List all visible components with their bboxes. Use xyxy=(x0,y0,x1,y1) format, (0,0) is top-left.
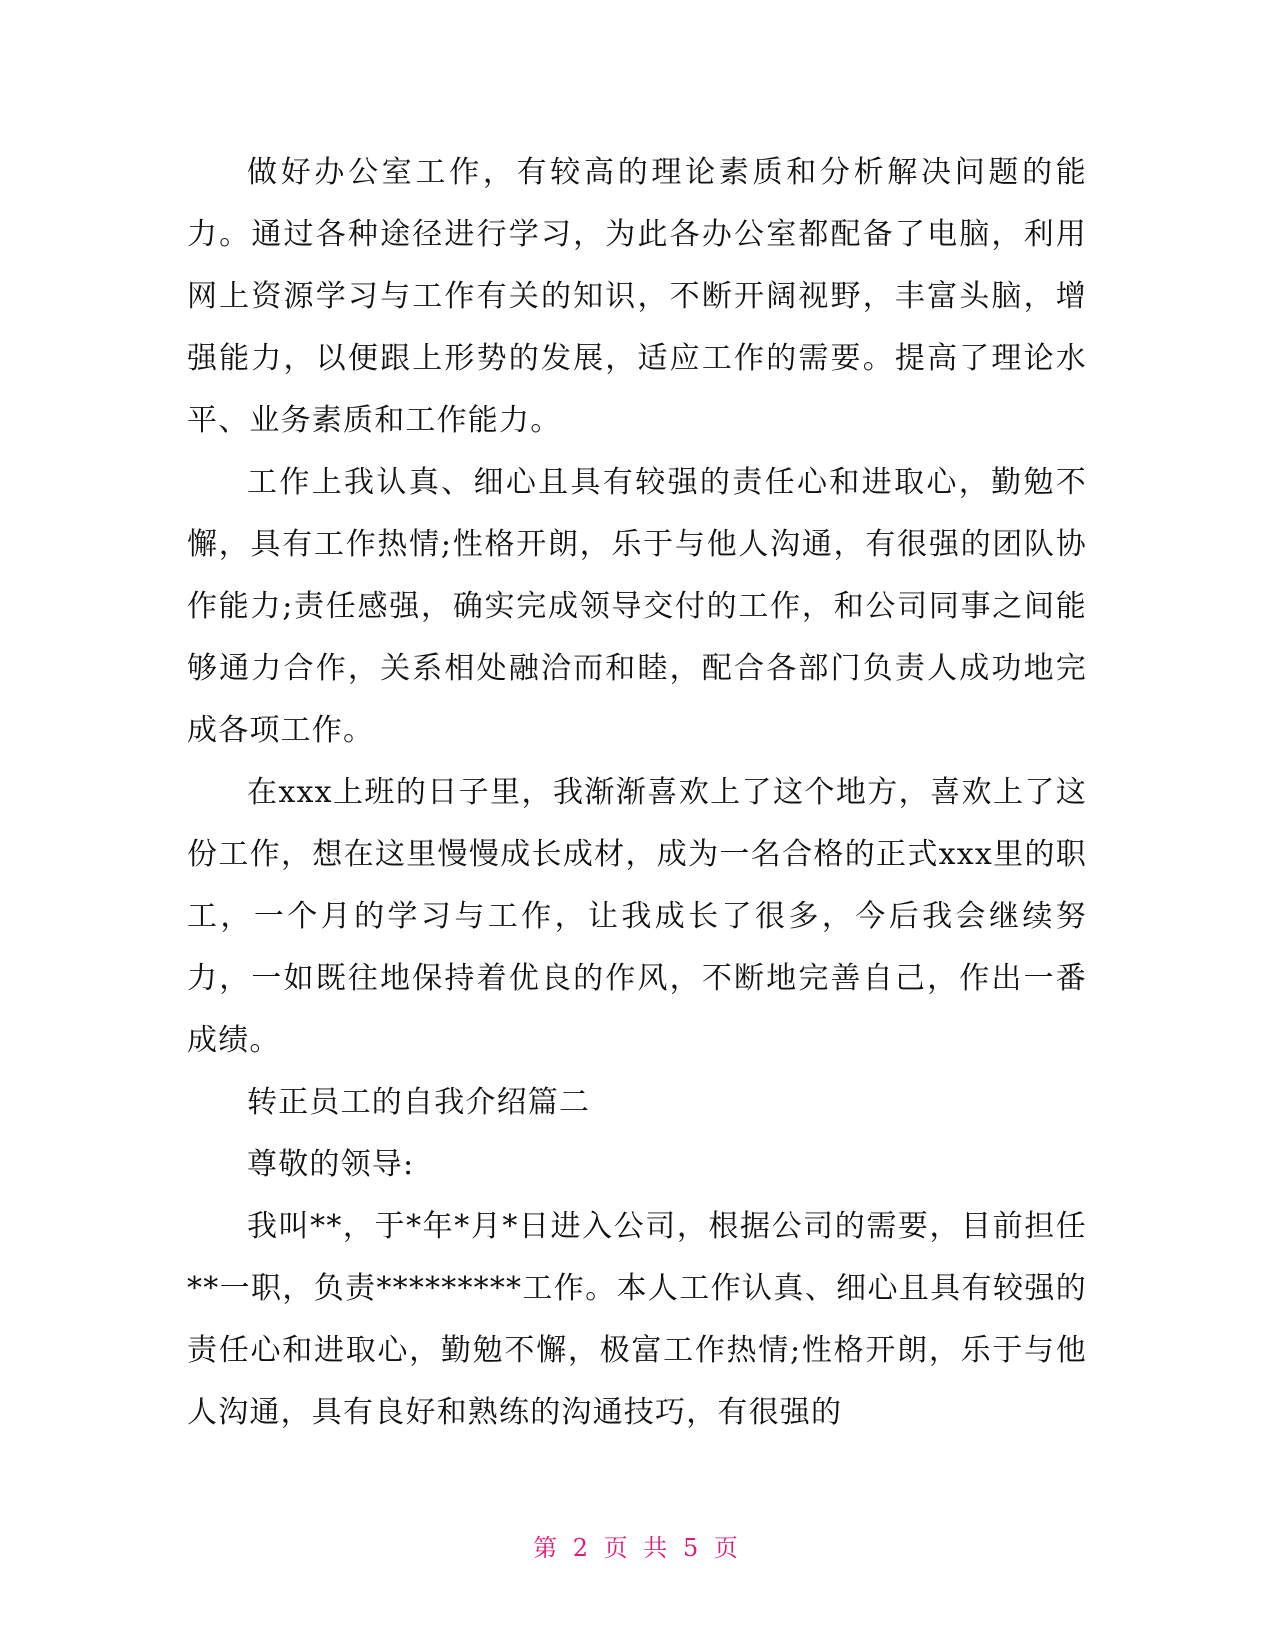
paragraph-growth: 在xxx上班的日子里，我渐渐喜欢上了这个地方，喜欢上了这份工作，想在这里慢慢成长成材，成为一名合格的正式xxx里的职工，一个月的学习与工作，让我成长了很多，今后我会继续努力，一如既往地保持着优良的作风，不断地完善自己，作出一番成绩。 xyxy=(187,775,1087,1058)
paragraph-work-attitude: 工作上我认真、细心且具有较强的责任心和进取心，勤勉不懈，具有工作热情;性格开朗，乐于与他人沟通，有很强的团队协作能力;责任感强，确实完成领导交付的工作，和公司同事之间能够通力合作，关系相处融洽而和睦，配合各部门负责人成功地完成各项工作。 xyxy=(187,465,1087,748)
salutation: 尊敬的领导: xyxy=(247,1147,415,1182)
page-number-footer: 第 2 页 共 5 页 xyxy=(533,1534,742,1562)
paragraph-introduction: 我叫**，于*年*月*日进入公司，根据公司的需要，目前担任**一职，负责*********工作。本人工作认真、细心且具有较强的责任心和进取心，勤勉不懈，极富工作热情;性格开朗，乐于与他人沟通，具有良好和熟练的沟通技巧，有很强的 xyxy=(187,1209,1087,1430)
document-body xyxy=(187,142,1087,1444)
section-title: 转正员工的自我介绍篇二 xyxy=(247,1085,591,1120)
paragraph-office-work: 做好办公室工作，有较高的理论素质和分析解决问题的能力。通过各种途径进行学习，为此各办公室都配备了电脑，利用网上资源学习与工作有关的知识，不断开阔视野，丰富头脑，增强能力，以便跟上形势的发展，适应工作的需要。提高了理论水平、业务素质和工作能力。 xyxy=(187,155,1087,438)
